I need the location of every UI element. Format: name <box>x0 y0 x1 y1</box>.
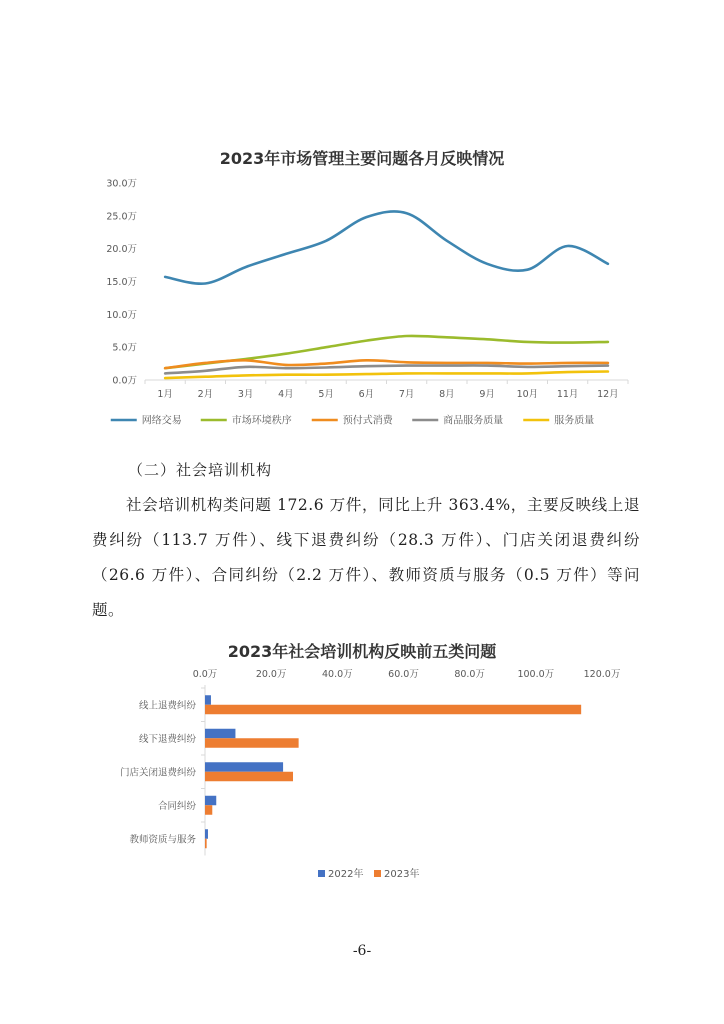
legend-swatch <box>318 870 325 877</box>
section-heading: （二）社会培训机构 <box>128 461 273 479</box>
x-tick-label: 3月 <box>237 389 254 400</box>
body-paragraph: 社会培训机构类问题 172.6 万件，同比上升 363.4%，主要反映线上退费纠纷（113.7 万件）、线下退费纠纷（28.3 万件）、门店关闭退费纠纷（26.6 万件）、合同纠纷（2.2 万件）、教师资质与服务（0.5 万件）等问题。 <box>92 496 640 619</box>
y-tick-label: 5.0万 <box>112 342 137 354</box>
monthly-issues-line-chart <box>0 170 724 470</box>
bar <box>205 829 208 839</box>
legend-label: 2023年 <box>384 869 420 880</box>
x-tick-label: 7月 <box>398 389 415 400</box>
y-tick-label: 20.0万 <box>106 244 137 256</box>
x-tick-label: 100.0万 <box>517 669 555 680</box>
legend-label: 商品服务质量 <box>443 415 504 427</box>
y-tick-label: 10.0万 <box>106 309 137 321</box>
legend-label: 预付式消费 <box>342 415 393 427</box>
x-tick-label: 9月 <box>479 389 495 400</box>
bar <box>205 705 581 715</box>
legend-swatch <box>374 870 381 877</box>
y-tick-label: 25.0万 <box>106 211 137 223</box>
legend-label: 服务质量 <box>554 415 595 427</box>
x-tick-label: 0.0万 <box>192 669 218 680</box>
legend-label: 网络交易 <box>141 415 182 427</box>
legend-label: 市场环境秩序 <box>231 415 292 427</box>
x-tick-label: 60.0万 <box>388 669 419 680</box>
category-label: 线上退费纠纷 <box>138 700 196 712</box>
x-tick-label: 8月 <box>439 389 455 400</box>
series-line <box>165 211 608 283</box>
category-label: 线下退费纠纷 <box>138 733 196 745</box>
category-label: 教师资质与服务 <box>129 834 196 846</box>
x-tick-label: 6月 <box>358 389 375 400</box>
x-tick-label: 120.0万 <box>583 669 621 680</box>
training-issues-bar-chart <box>0 660 724 890</box>
bar <box>205 738 299 748</box>
x-tick-label: 1月 <box>157 389 173 400</box>
category-label: 门店关闭退费纠纷 <box>119 767 196 779</box>
bar <box>205 772 293 782</box>
y-tick-label: 30.0万 <box>106 178 137 190</box>
bar <box>205 729 235 739</box>
bar <box>205 695 211 705</box>
legend-label: 2022年 <box>328 869 364 880</box>
x-tick-label: 5月 <box>318 389 334 400</box>
bar <box>205 796 216 806</box>
x-tick-label: 40.0万 <box>322 669 353 680</box>
x-tick-label: 4月 <box>278 389 294 400</box>
line-chart-title: 2023年市场管理主要问题各月反映情况 <box>219 149 505 168</box>
page-number: -6- <box>352 943 372 959</box>
y-tick-label: 15.0万 <box>106 277 137 288</box>
bar-chart-title: 2023年社会培训机构反映前五类问题 <box>227 642 497 661</box>
x-tick-label: 80.0万 <box>454 669 485 680</box>
x-tick-label: 20.0万 <box>255 669 287 680</box>
x-tick-label: 10月 <box>516 389 539 400</box>
bar <box>205 762 283 772</box>
category-label: 合同纠纷 <box>157 800 196 812</box>
series-line <box>165 372 608 379</box>
x-tick-label: 11月 <box>556 389 579 400</box>
x-tick-label: 12月 <box>597 389 619 400</box>
x-tick-label: 2月 <box>197 389 214 400</box>
bar <box>205 805 212 815</box>
y-tick-label: 0.0万 <box>112 375 137 387</box>
bar <box>205 839 207 849</box>
